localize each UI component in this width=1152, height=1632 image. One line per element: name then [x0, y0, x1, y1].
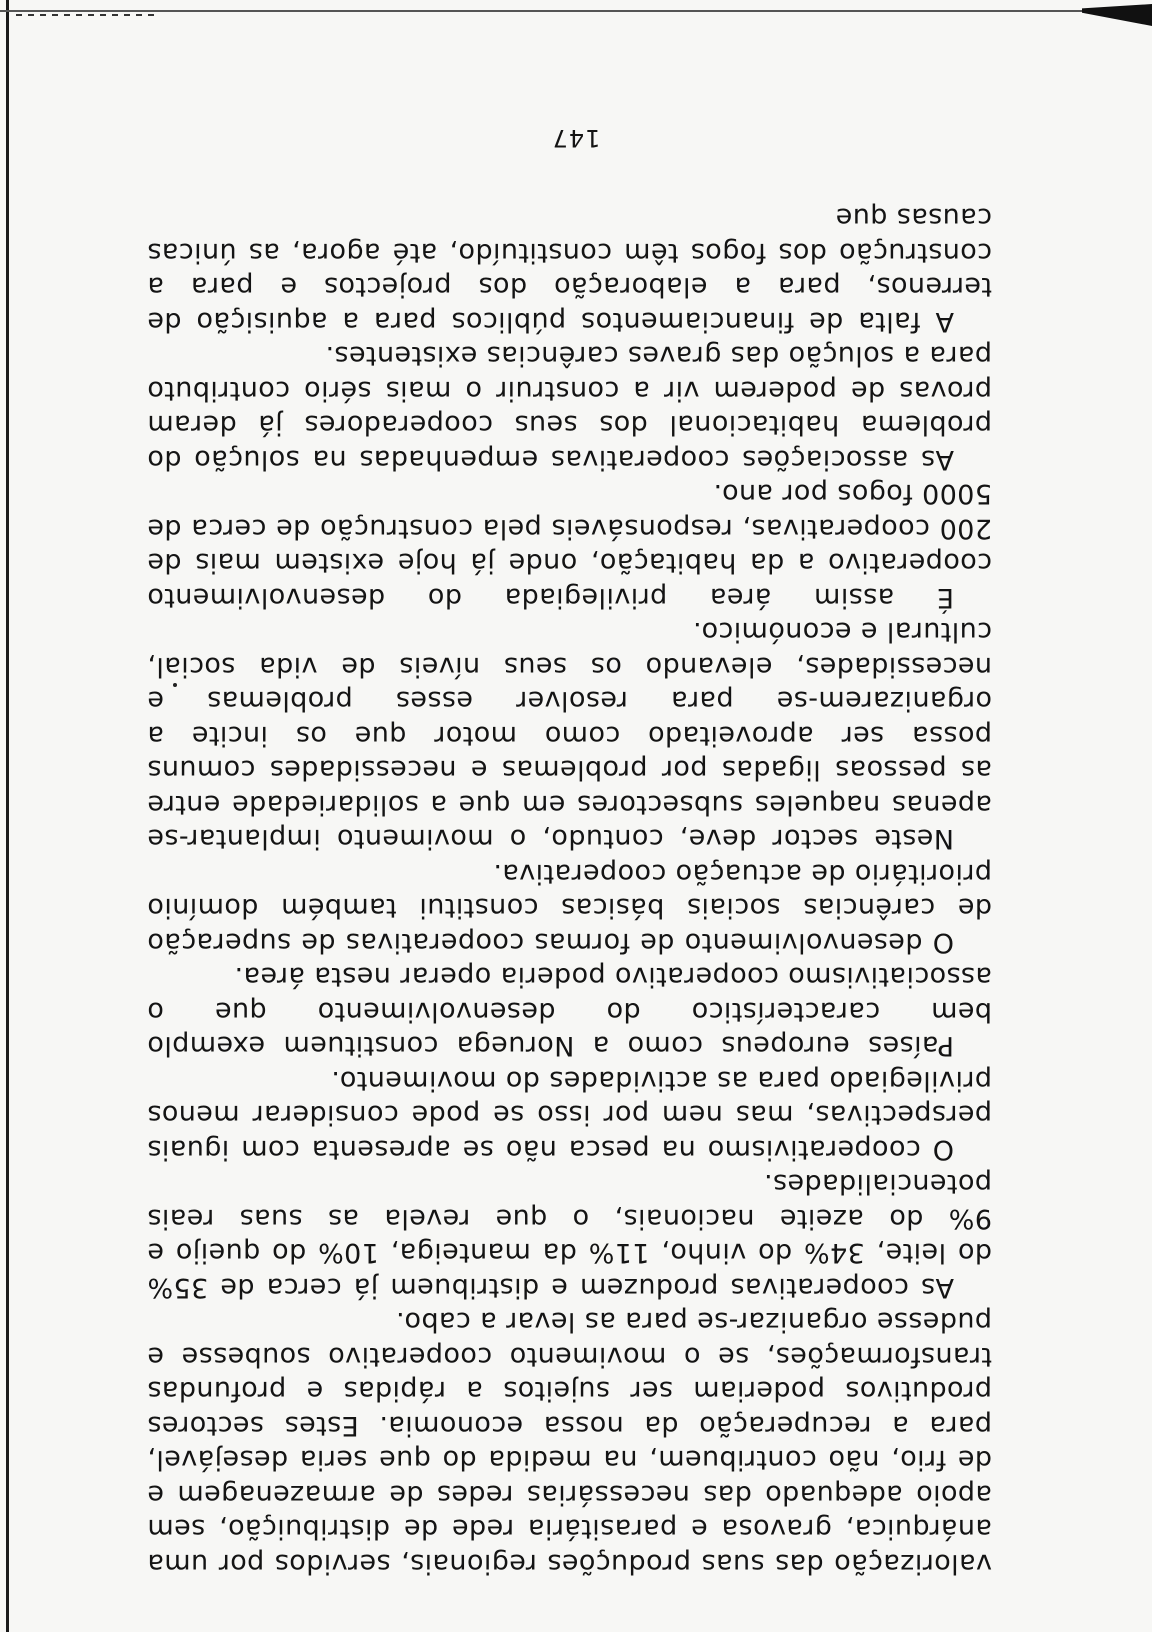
scan-edge-line	[6, 0, 9, 1632]
paragraph: Países europeus como a Noruega constituem exemplo bem característico do desenvolvimento que o associativismo cooperativo poderia operar nesta área.	[147, 961, 992, 1062]
scan-edge-line	[0, 10, 1152, 12]
body-text	[147, 200, 992, 1580]
paragraph: As associações cooperativas empenhadas na solução do problema habitacional dos seus cooperadores já deram provas de poderem vir a construir o mais sério contributo para a solução das graves carências existentes.	[147, 340, 992, 475]
scan-edge-dashes	[14, 14, 154, 16]
paragraph: A falta de financiamentos públicos para a aquisição de terrenos, para a elaboração dos projectos e para a construção dos fogos têm constituído, até agora, as únicas causas que	[147, 202, 992, 337]
scan-corner-mark	[1082, 4, 1152, 26]
paragraph: As cooperativas produzem e distribuem já cerca de 35% do leite, 34% do vinho, 11% da manteiga, 10% do queijo e 9% do azeite nacionais, o que revela as suas reais potencialidades.	[147, 1168, 992, 1303]
paragraph: O desenvolvimento de formas cooperativas de superação de carências sociais básicas constitui também domínio prioritário de actuação cooperativa.	[147, 858, 992, 958]
paragraph: O cooperativismo na pesca não se apresenta com iguais perspectivas, mas nem por isso se pode considerar menos privilegiado para as actividades do movimento.	[147, 1065, 992, 1165]
page-number: 147	[551, 124, 601, 152]
paragraph: Neste sector deve, contudo, o movimento implantar-se apenas naqueles subsectores em que a solidariedade entre as pessoas ligadas por problemas e necessidades comuns possa ser aproveitado como motor que os incite a organizarem-se para resolver esses problemas e necessidades, elevando os seus níveis de vida social, cultural e económico.	[147, 616, 992, 855]
paragraph: É assim área privilegiada do desenvolvimento cooperativo a da habitação, onde já hoje existem mais de 200 cooperativas, responsáveis pela construção de cerca de 5000 fogos por ano.	[147, 478, 992, 613]
paragraph: valorização das suas produções regionais, servidos por uma anárquica, gravosa e parasitária rede de distribuição, sem apoio adequado das necessárias redes de armazenagem e de frio, não contribuem, na medida do que seria desejável, para a recuperação da nossa economia. Estes sectores produtivos poderiam ser sujeitos a rápidas e profundas transformações, se o movimento cooperativo soubesse e pudesse organizar-se para as levar a cabo.	[147, 1306, 992, 1579]
